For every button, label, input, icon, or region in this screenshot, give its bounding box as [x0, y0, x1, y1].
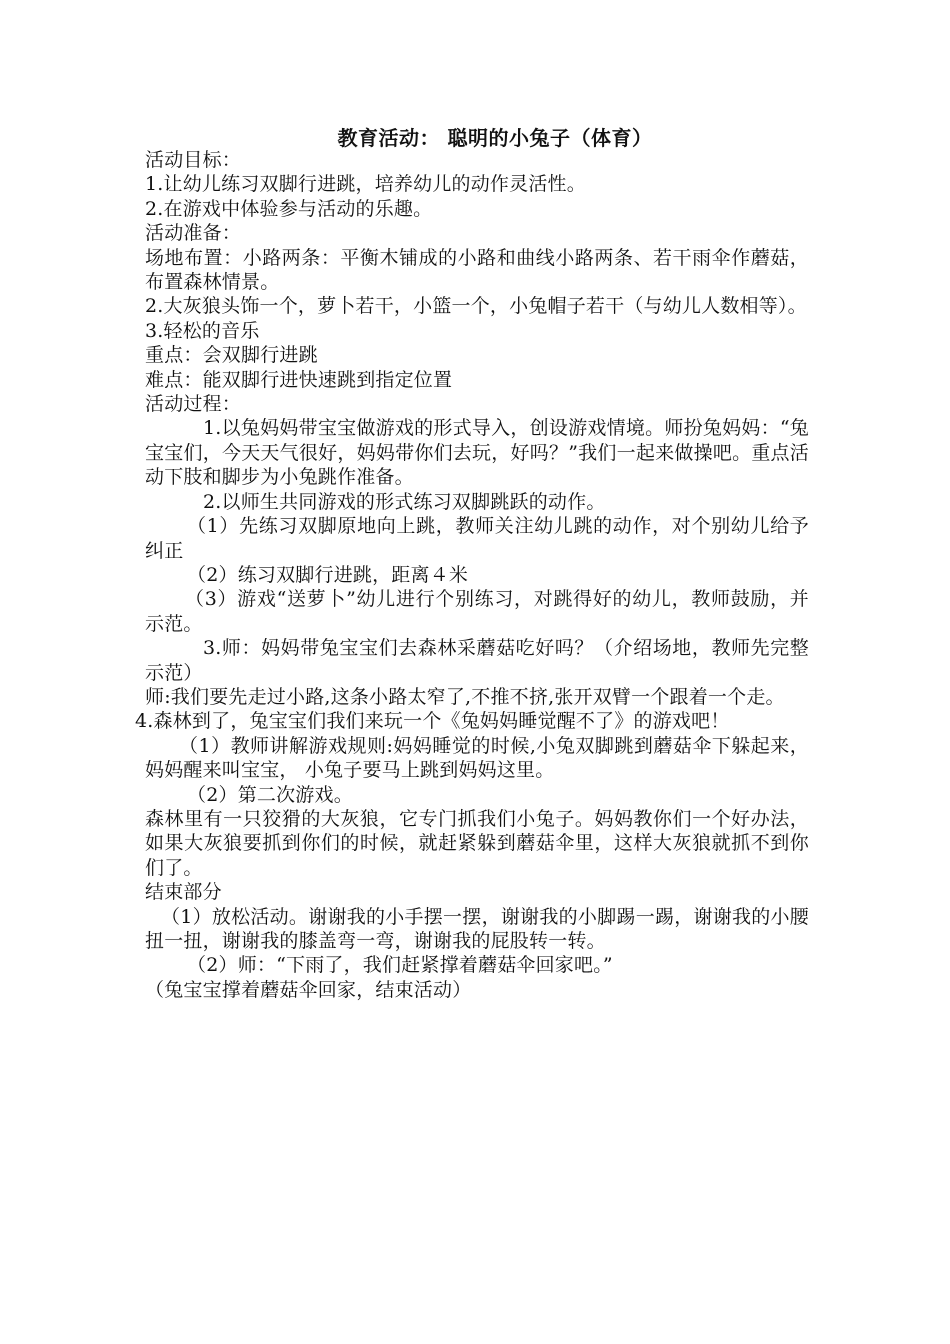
document-title: 教育活动： 聪明的小兔子（体育） [337, 126, 653, 150]
process-step-2: 2.以师生共同游戏的形式练习双脚跳跃的动作。 [203, 490, 606, 513]
heading-goals: 活动目标： [145, 149, 242, 171]
teacher-instruction: 师:我们要先走过小路,这条小路太窄了,不推不挤,张开双臂一个跟着一个走。 [145, 685, 785, 708]
difficult-point: 难点：能双脚行进快速跳到指定位置 [145, 368, 453, 391]
goal-item-1: 1.让幼儿练习双脚行进跳，培养幼儿的动作灵活性。 [145, 173, 586, 196]
prep-item-venue: 场地布置：小路两条：平衡木铺成的小路和曲线小路两条、若干雨伞作蘑菇，布置森林情景。 [145, 246, 809, 294]
process-step-1: 1.以兔妈妈带宝宝做游戏的形式导入，创设游戏情境。师扮兔妈妈：“兔宝宝们，今天天气很好，妈妈带你们去玩，好吗？”我们一起来做操吧。重点活动下肢和脚步为小兔跳作准备。 [145, 417, 809, 489]
ending-relax: （1）放松活动。谢谢我的小手摆一摆，谢谢我的小脚踢一踢，谢谢我的小腰扭一扭，谢谢我的膝盖弯一弯，谢谢我的屁股转一转。 [145, 905, 809, 952]
process-substep-3: （3）游戏“送萝卜”幼儿进行个别练习，对跳得好的幼儿，教师鼓励，并示范。 [145, 588, 809, 635]
heading-ending: 结束部分 [145, 881, 222, 904]
heading-process: 活动过程： [145, 393, 242, 416]
process-step-4: 4.森林到了，兔宝宝们我们来玩一个《兔妈妈睡觉醒不了》的游戏吧！ [135, 710, 730, 733]
forest-story: 森林里有一只狡猾的大灰狼，它专门抓我们小兔子。妈妈教你们一个好办法，如果大灰狼要抓到你们的时候，就赶紧躲到蘑菇伞里，这样大灰狼就抓不到你们了。 [145, 807, 809, 879]
process-substep-1: （1）先练习双脚原地向上跳，教师关注幼儿跳的动作，对个别幼儿给予纠正 [145, 515, 809, 562]
key-point: 重点：会双脚行进跳 [145, 344, 318, 367]
ending-note: （兔宝宝撑着蘑菇伞回家，结束活动） [145, 978, 472, 1001]
process-step-3: 3.师：妈妈带兔宝宝们去森林采蘑菇吃好吗？（介绍场地，教师先完整示范） [145, 637, 809, 684]
game-rule-1: （1）教师讲解游戏规则:妈妈睡觉的时候,小兔双脚跳到蘑菇伞下躲起来，妈妈醒来叫宝宝， 小兔子要马上跳到妈妈这里。 [145, 734, 809, 782]
ending-rain: （2）师：“下雨了，我们赶紧撑着蘑菇伞回家吧。” [187, 954, 613, 977]
document-body [135, 148, 809, 1002]
prep-item-2: 2.大灰狼头饰一个，萝卜若干，小篮一个，小兔帽子若干（与幼儿人数相等）。 [145, 295, 807, 318]
game-round-2: （2）第二次游戏。 [187, 783, 353, 806]
goal-item-2: 2.在游戏中体验参与活动的乐趣。 [145, 197, 433, 220]
process-substep-2: （2）练习双脚行进跳，距离４米 [187, 563, 469, 586]
heading-preparation: 活动准备： [145, 222, 242, 245]
prep-item-3: 3.轻松的音乐 [145, 319, 260, 342]
